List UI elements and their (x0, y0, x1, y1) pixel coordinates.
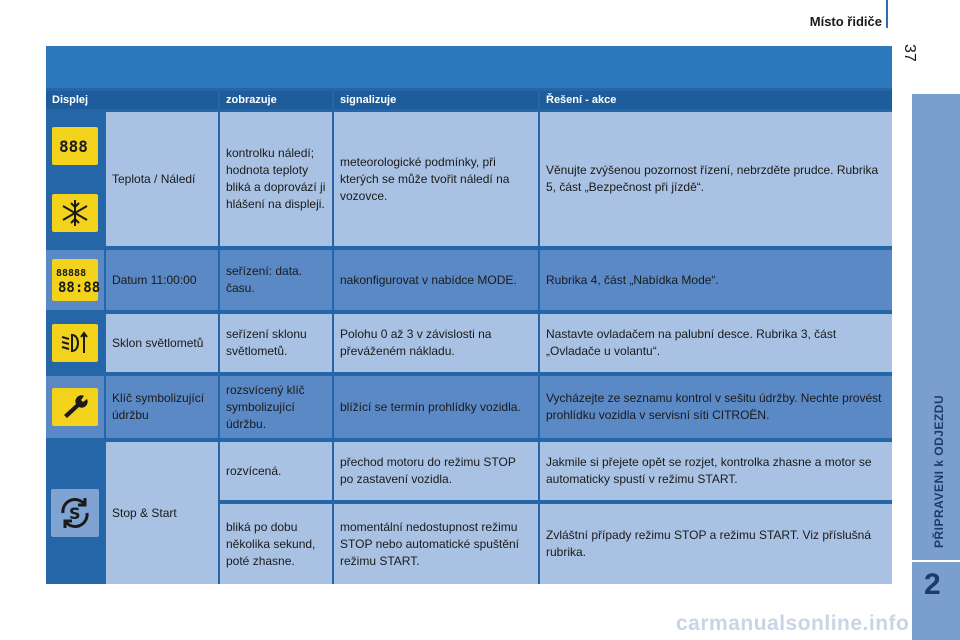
temperature-display-icon (52, 127, 98, 165)
cell-signalizuje: momentální nedostupnost režimu STOP nebo automatické spuštění režimu START. (334, 504, 538, 584)
cell-reseni: Věnujte zvýšenou pozornost řízení, nebrzděte prudce. Rubrika 5, část „Bezpečnost při jízdě“. (540, 112, 892, 246)
cell-displej: Datum 11:00:00 (106, 250, 218, 310)
date-time-display-icon (52, 259, 101, 301)
cell-zobrazuje: kontrolku náledí; hodnota teploty bliká a doprovází ji hlášení na displeji. (220, 112, 332, 246)
cell-zobrazuje: rozvícená. (220, 442, 332, 500)
row-icons (46, 442, 104, 584)
cell-reseni: Jakmile si přejete opět se rozjet, kontrolka zhasne a motor se automaticky spustí v režimu START. (540, 442, 892, 500)
cell-displej: Klíč symbolizující údržbu (106, 376, 218, 438)
cell-signalizuje: nakonfigurovat v nabídce MODE. (334, 250, 538, 310)
col-header-zobrazuje: zobrazuje (220, 91, 332, 109)
page-number: 37 (901, 44, 918, 62)
chapter-divider (912, 560, 960, 562)
headlamp-level-icon (52, 324, 98, 362)
row-icons (46, 250, 104, 310)
chapter-side-tab (912, 94, 960, 640)
row-icons (46, 112, 104, 246)
svg-text:S: S (69, 504, 81, 523)
header-rule (886, 0, 888, 28)
cell-signalizuje: blížící se termín prohlídky vozidla. (334, 376, 538, 438)
cell-zobrazuje: seřízení: data. času. (220, 250, 332, 310)
wrench-icon (52, 388, 98, 426)
svg-text:888: 888 (59, 136, 88, 156)
page-header-title: Místo řidiče (809, 14, 882, 29)
display-messages-table (46, 46, 892, 584)
snowflake-icon (52, 194, 98, 232)
cell-reseni: Nastavte ovladačem na palubní desce. Rubrika 3, část „Ovladače u volantu“. (540, 314, 892, 372)
svg-text:88:88: 88:88 (58, 280, 101, 296)
row-icons (46, 376, 104, 438)
stop-start-icon (51, 489, 99, 537)
cell-reseni: Zvláštní případy režimu STOP a režimu START. Viz příslušná rubrika. (540, 504, 892, 584)
row-icons (46, 314, 104, 372)
watermark: carmanualsonline.info (676, 612, 910, 635)
cell-displej: Sklon světlometů (106, 314, 218, 372)
cell-zobrazuje: rozsvícený klíč symbolizující údržbu. (220, 376, 332, 438)
cell-signalizuje: meteorologické podmínky, při kterých se může tvořit náledí na vozovce. (334, 112, 538, 246)
cell-zobrazuje: bliká po dobu několika sekund, poté zhasne. (220, 504, 332, 584)
chapter-label: PŘIPRAVENI k ODJEZDU (932, 394, 946, 548)
table-top-band (46, 46, 892, 88)
chapter-number: 2 (924, 568, 941, 601)
cell-displej: Teplota / Náledí (106, 112, 218, 246)
cell-signalizuje: přechod motoru do režimu STOP po zastavení vozidla. (334, 442, 538, 500)
col-header-displej: Displej (46, 91, 218, 109)
col-header-reseni: Řešení - akce (540, 91, 892, 109)
cell-reseni: Vycházejte ze seznamu kontrol v sešitu údržby. Nechte provést prohlídku vozidla v servisní síti CITROËN. (540, 376, 892, 438)
cell-reseni: Rubrika 4, část „Nabídka Mode“. (540, 250, 892, 310)
col-header-signalizuje: signalizuje (334, 91, 538, 109)
cell-displej: Stop & Start (106, 442, 218, 584)
cell-zobrazuje: seřízení sklonu světlometů. (220, 314, 332, 372)
svg-text:88888: 88888 (56, 268, 87, 279)
cell-signalizuje: Polohu 0 až 3 v závislosti na převáženém nákladu. (334, 314, 538, 372)
